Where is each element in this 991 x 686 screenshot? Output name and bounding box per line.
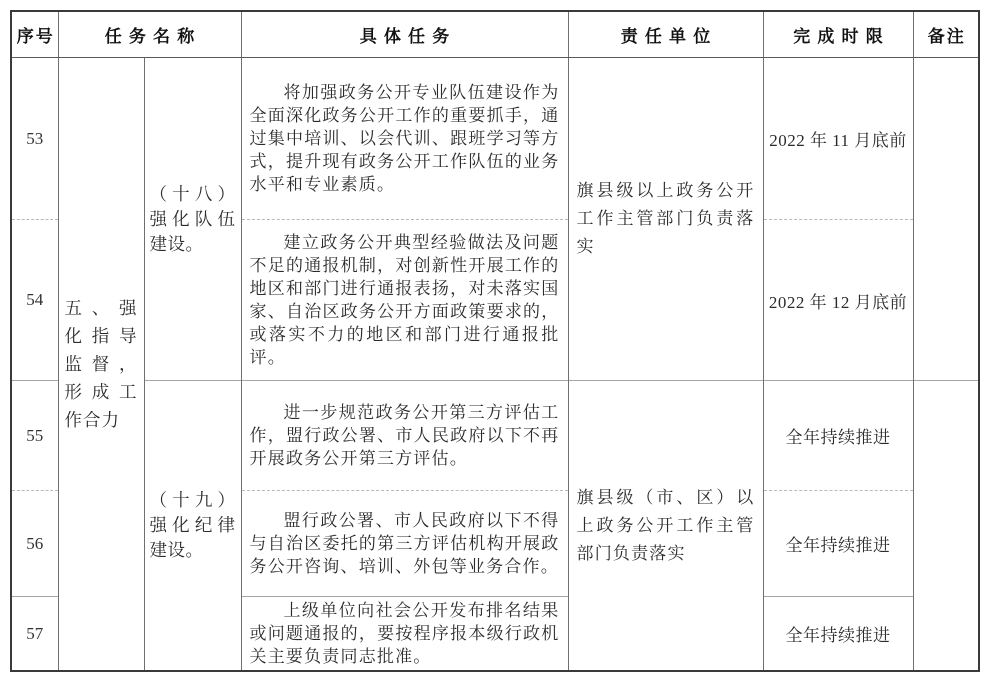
detail-text: 将加强政务公开专业队伍建设作为全面深化政务公开工作的重要抓手，通过集中培训、以会代训、跟班学习等方式，提升现有政务公开工作队伍的业务水平和专业素质。 [249, 83, 560, 194]
task-name-cell: （十八）强化队伍建设。 [144, 58, 241, 381]
unit-cell: 旗县级以上政务公开工作主管部门负责落实 [568, 58, 763, 381]
remark-cell [913, 58, 979, 381]
serial-cell: 54 [11, 220, 58, 381]
task-name-cell: （十九）强化纪律建设。 [144, 381, 241, 672]
header-task-name: 任务名称 [58, 11, 241, 58]
deadline-cell: 全年持续推进 [763, 381, 913, 491]
detail-cell [241, 491, 568, 597]
header-deadline: 完成时限 [763, 11, 913, 58]
table-header-row [11, 11, 979, 58]
detail-cell [241, 381, 568, 491]
header-detail: 具体任务 [241, 11, 568, 58]
detail-text: 进一步规范政务公开第三方评估工作，盟行政公署、市人民政府以下不再开展政务公开第三方评估。 [249, 403, 560, 468]
remark-cell [913, 381, 979, 672]
detail-cell [241, 597, 568, 672]
header-unit: 责任单位 [568, 11, 763, 58]
serial-cell: 55 [11, 381, 58, 491]
deadline-cell: 2022 年 11 月底前 [763, 58, 913, 220]
section-title-cell: 五、强化指导监督，形成工作合力 [58, 58, 144, 672]
detail-text: 盟行政公署、市人民政府以下不得与自治区委托的第三方评估机构开展政务公开咨询、培训、外包等业务合作。 [249, 511, 560, 576]
detail-text: 建立政务公开典型经验做法及问题不足的通报机制，对创新性开展工作的地区和部门进行通报表扬，对未落实国家、自治区政务公开方面政策要求的，或落实不力的地区和部门进行通报批评。 [249, 233, 560, 367]
header-serial: 序号 [11, 11, 58, 58]
table-row [11, 381, 979, 491]
task-table [10, 10, 980, 672]
serial-cell: 53 [11, 58, 58, 220]
serial-cell: 57 [11, 597, 58, 672]
detail-cell [241, 58, 568, 220]
serial-cell: 56 [11, 491, 58, 597]
table-row [11, 58, 979, 220]
detail-cell [241, 220, 568, 381]
header-remark: 备注 [913, 11, 979, 58]
deadline-cell: 2022 年 12 月底前 [763, 220, 913, 381]
deadline-cell: 全年持续推进 [763, 597, 913, 672]
unit-cell: 旗县级（市、区）以上政务公开工作主管部门负责落实 [568, 381, 763, 672]
deadline-cell: 全年持续推进 [763, 491, 913, 597]
detail-text: 上级单位向社会公开发布排名结果或问题通报的，要按程序报本级行政机关主要负责同志批准。 [249, 601, 560, 666]
